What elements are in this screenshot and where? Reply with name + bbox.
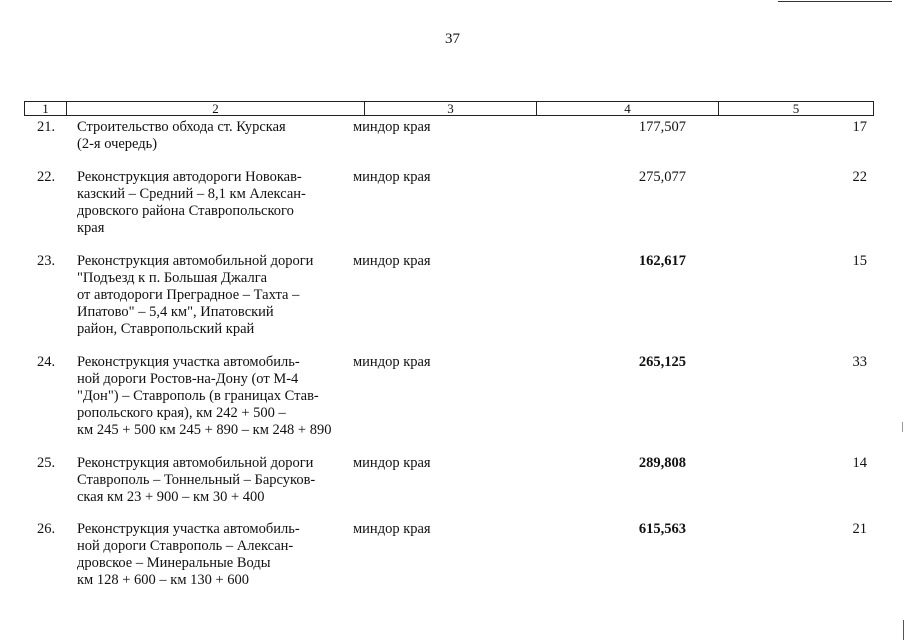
object-name [77, 169, 306, 237]
object-name-line: Реконструкция участка автомобиль- [77, 521, 300, 537]
object-name-line: казский – Средний – 8,1 км Алексан- [77, 186, 306, 202]
header-col-2: 2 [67, 102, 365, 115]
header-col-1: 1 [25, 102, 67, 115]
scan-edge-mark [902, 422, 903, 432]
object-name [77, 354, 331, 439]
object-name [77, 521, 300, 589]
object-name-line: ская км 23 + 900 – км 30 + 400 [77, 489, 265, 505]
object-name-line: дровского района Ставропольского [77, 203, 294, 219]
object-name-line: края [77, 220, 105, 236]
row-number: 25. [37, 455, 56, 471]
percent: 17 [852, 119, 867, 135]
object-name [77, 253, 313, 338]
customer: миндор края [353, 521, 431, 537]
percent: 14 [852, 455, 867, 471]
amount: 162,617 [638, 253, 686, 269]
customer: миндор края [353, 253, 431, 269]
row-number: 21. [37, 119, 56, 135]
object-name-line: Реконструкция автомобильной дороги [77, 253, 314, 269]
header-col-5: 5 [792, 101, 800, 116]
scan-edge-mark [903, 620, 904, 640]
percent: 33 [852, 354, 867, 370]
object-name-line: (2-я очередь) [77, 136, 158, 152]
object-name-line: Реконструкция участка автомобиль- [77, 354, 300, 370]
object-name-line: км 128 + 600 – км 130 + 600 [77, 572, 250, 588]
amount: 615,563 [638, 521, 686, 537]
page-number: 37 [445, 31, 460, 47]
customer: миндор края [353, 455, 431, 471]
customer: миндор края [353, 169, 431, 185]
amount: 177,507 [638, 119, 686, 135]
object-name-line: км 245 + 500 км 245 + 890 – км 248 + 890 [77, 422, 332, 438]
header-col-4: 4 [537, 102, 719, 115]
percent: 15 [852, 253, 867, 269]
amount: 265,125 [638, 354, 686, 370]
percent: 22 [852, 169, 867, 185]
object-name-line: Строительство обхода ст. Курская [77, 119, 286, 135]
customer: миндор края [353, 354, 431, 370]
object-name [77, 119, 286, 153]
object-name-line: от автодороги Преградное – Тахта – [77, 287, 300, 303]
object-name-line: район, Ставропольский край [77, 321, 255, 337]
customer: миндор края [353, 119, 431, 135]
row-number: 24. [37, 354, 56, 370]
header-col-3: 3 [365, 102, 537, 115]
object-name-line: ропольского края), км 242 + 500 – [77, 405, 286, 421]
object-name-line: Ставрополь – Тоннельный – Барсуков- [77, 472, 316, 488]
object-name [77, 455, 315, 506]
row-number: 22. [37, 169, 56, 185]
row-number: 26. [37, 521, 56, 537]
object-name-line: "Подъезд к п. Большая Джалга [77, 270, 268, 286]
amount: 275,077 [638, 169, 686, 185]
amount: 289,808 [638, 455, 686, 471]
object-name-line: Ипатово" – 5,4 км", Ипатовский [77, 304, 274, 320]
object-name-line: Реконструкция автодороги Новокав- [77, 169, 302, 185]
object-name-line: "Дон") – Ставрополь (в границах Став- [77, 388, 319, 404]
row-number: 23. [37, 253, 56, 269]
object-name-line: ной дороги Ставрополь – Алексан- [77, 538, 294, 554]
object-name-line: дровское – Минеральные Воды [77, 555, 271, 571]
object-name-line: Реконструкция автомобильной дороги [77, 455, 314, 471]
object-name-line: ной дороги Ростов-на-Дону (от М-4 [77, 371, 299, 387]
percent: 21 [852, 521, 867, 537]
